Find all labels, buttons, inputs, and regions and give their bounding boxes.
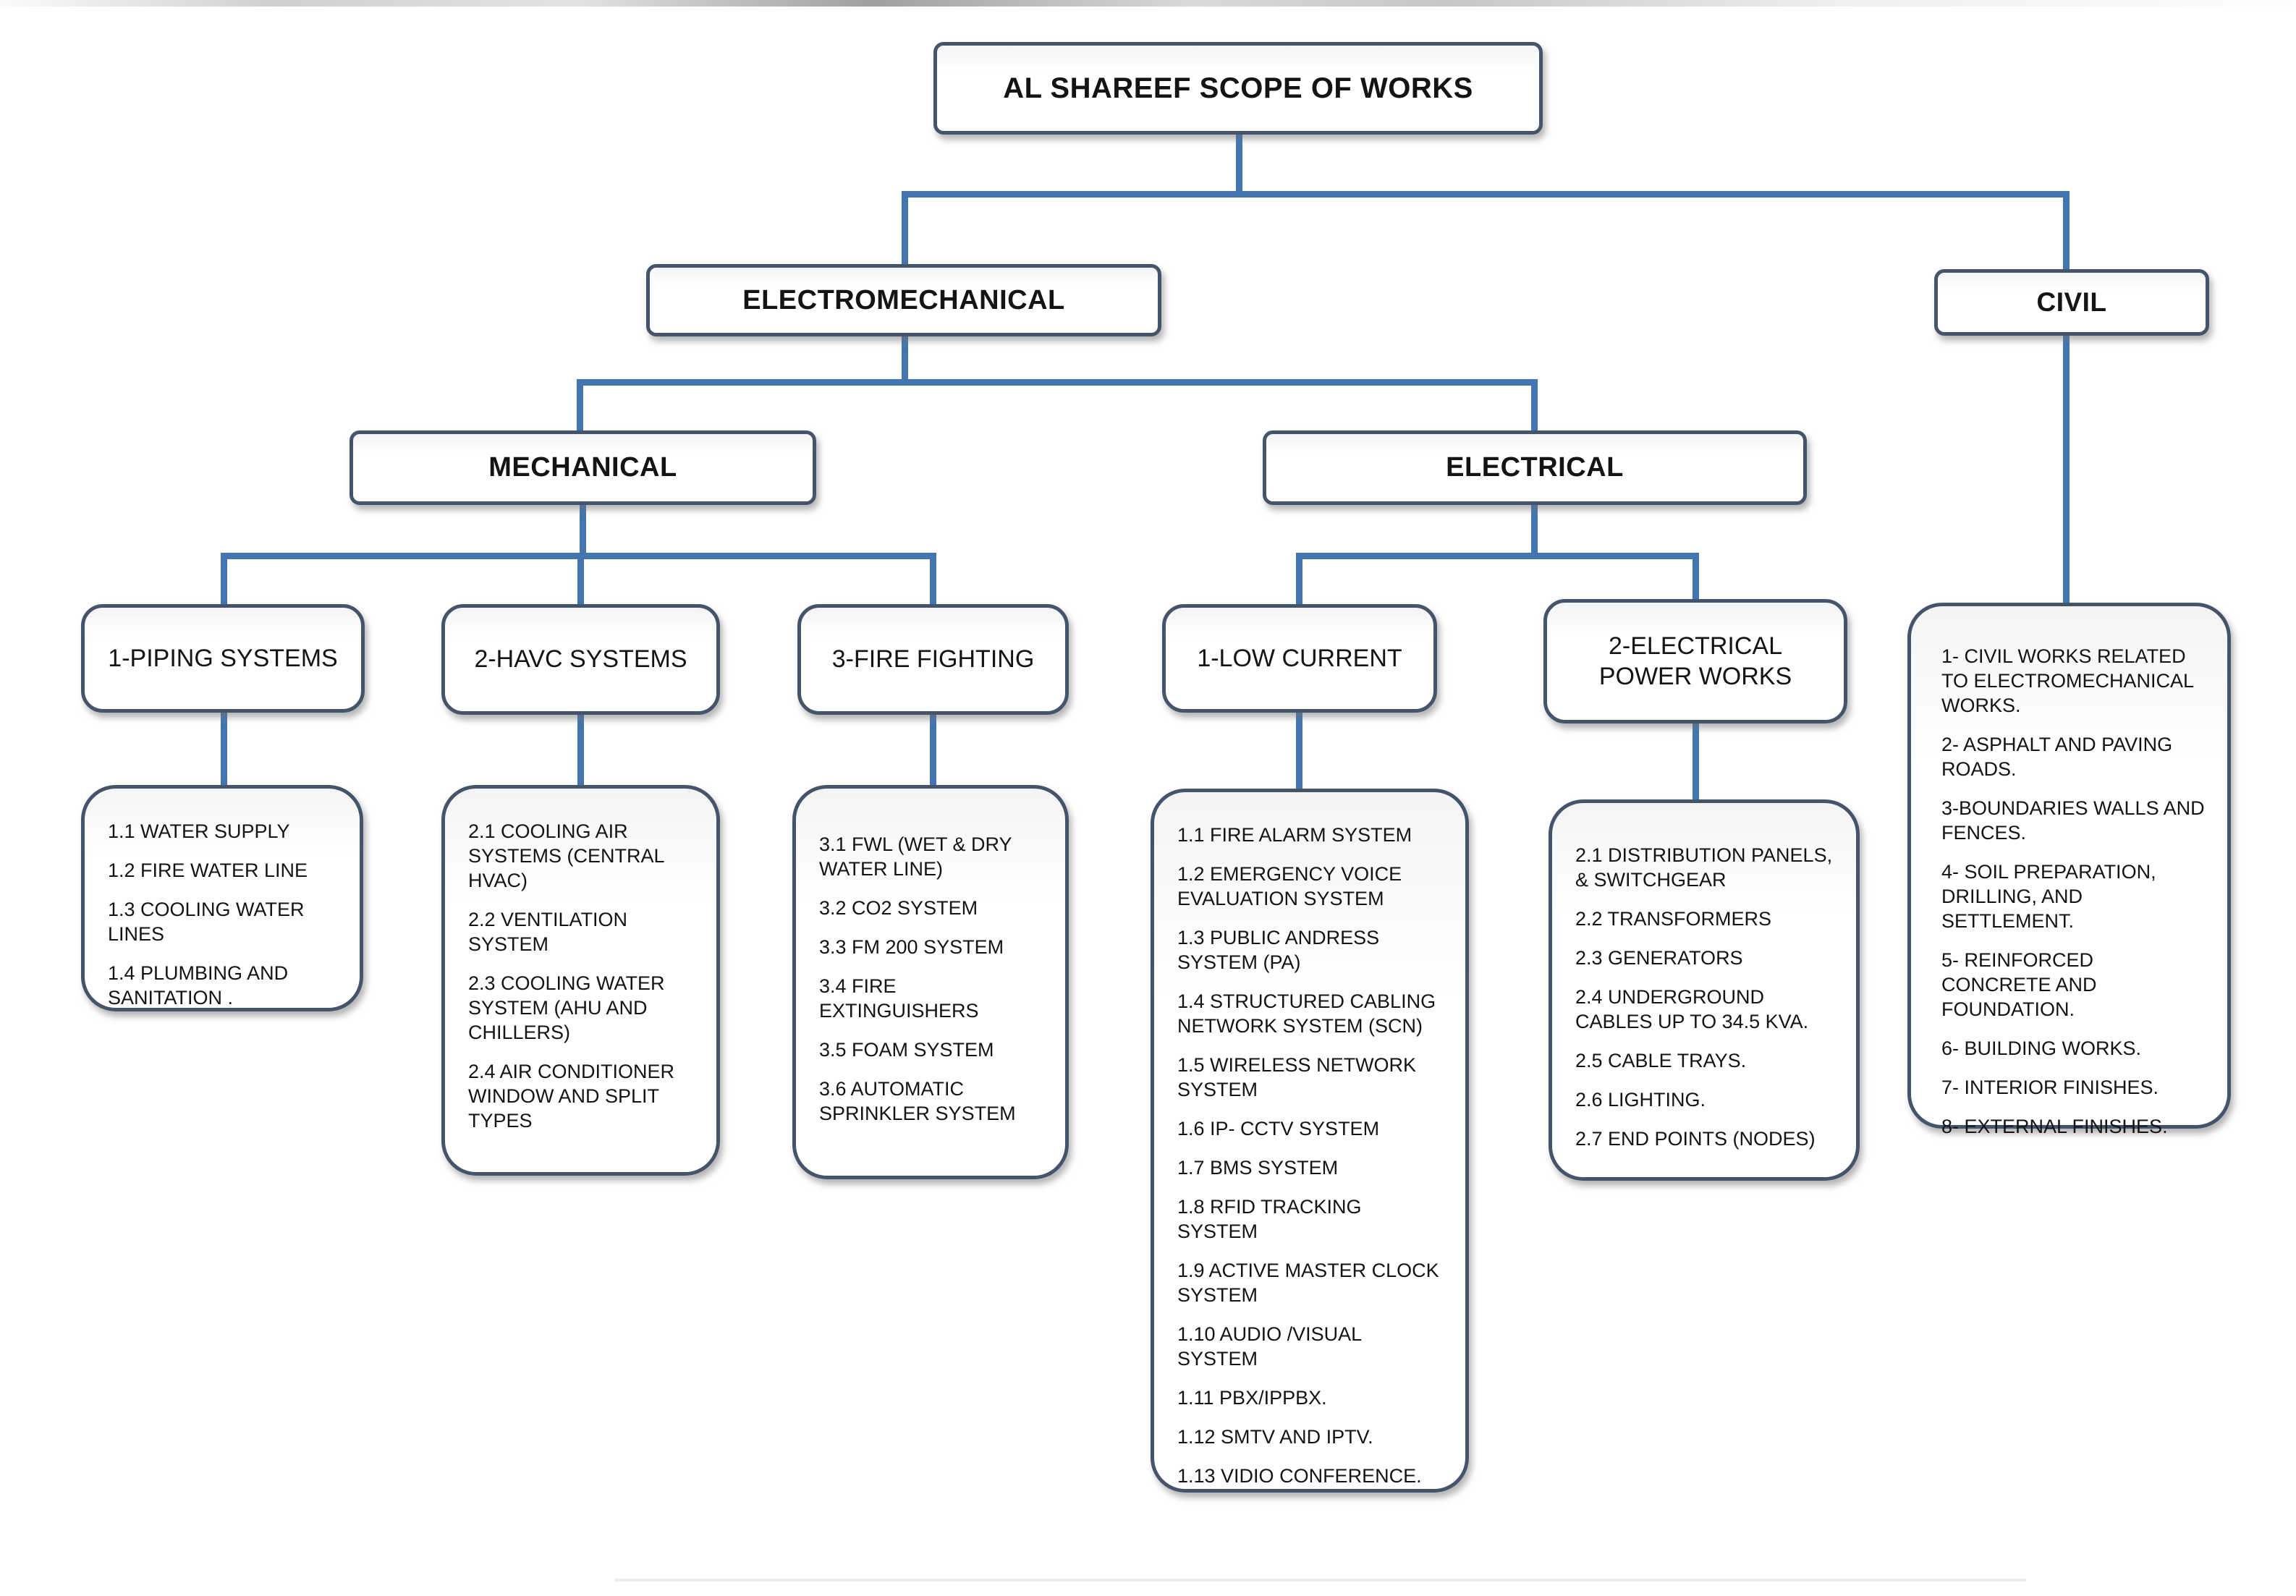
mechanical-label: MECHANICAL bbox=[488, 452, 677, 483]
group-box-electrical-power-works bbox=[1543, 599, 1847, 723]
connector-piping-up bbox=[221, 553, 227, 607]
list-box-fire-items bbox=[792, 785, 1069, 1179]
connector-electricalpower-list bbox=[1693, 721, 1699, 802]
group-box-havc-systems bbox=[441, 604, 720, 715]
connector-electromechanical-down bbox=[902, 334, 908, 383]
root-label: AL SHAREEF SCOPE OF WORKS bbox=[1003, 72, 1473, 104]
list-item: 2.5 CABLE TRAYS. bbox=[1575, 1050, 1747, 1072]
list-item: 3.6 AUTOMATIC SPRINKLER SYSTEM bbox=[819, 1078, 1016, 1125]
list-item: 1.8 RFID TRACKING SYSTEM bbox=[1177, 1196, 1362, 1243]
group-box-low-current bbox=[1162, 604, 1437, 713]
connector-lowcurrent-list bbox=[1296, 710, 1302, 791]
list-item: 1.4 PLUMBING AND SANITATION . bbox=[108, 962, 289, 1009]
branch-box-mechanical bbox=[350, 430, 816, 505]
scan-artifact-bottom bbox=[615, 1579, 2026, 1582]
list-item: 5- REINFORCED CONCRETE AND FOUNDATION. bbox=[1941, 949, 2097, 1021]
list-item: 3.3 FM 200 SYSTEM bbox=[819, 936, 1004, 959]
list-box-electrical-power-items bbox=[1549, 799, 1860, 1181]
list-item: 2.2 VENTILATION SYSTEM bbox=[468, 909, 628, 956]
list-item: 3.2 CO2 SYSTEM bbox=[819, 897, 978, 920]
list-item: 1.4 STRUCTURED CABLING NETWORK SYSTEM (SCN) bbox=[1177, 990, 1436, 1037]
branch-box-electromechanical bbox=[646, 264, 1161, 336]
list-item: 2.3 COOLING WATER SYSTEM (AHU AND CHILLERS) bbox=[468, 972, 665, 1044]
connector-mechanical-up bbox=[577, 379, 583, 433]
list-item: 2.4 UNDERGROUND CABLES UP TO 34.5 KVA. bbox=[1575, 986, 1809, 1033]
list-item: 2.3 GENERATORS bbox=[1575, 947, 1743, 969]
list-item: 2.2 TRANSFORMERS bbox=[1575, 908, 1772, 930]
list-item: 1.3 PUBLIC ANDRESS SYSTEM (PA) bbox=[1177, 927, 1380, 974]
connector-electrical-up bbox=[1531, 379, 1538, 433]
list-item: 1.1 WATER SUPPLY bbox=[108, 820, 290, 842]
list-item: 7- INTERIOR FINISHES. bbox=[1941, 1077, 2159, 1099]
list-box-civil-items bbox=[1907, 603, 2231, 1138]
list-box-havc-items bbox=[441, 785, 720, 1176]
connector-electrical-down bbox=[1531, 502, 1538, 556]
list-item: 1.1 FIRE ALARM SYSTEM bbox=[1177, 824, 1412, 846]
list-item: 6- BUILDING WORKS. bbox=[1941, 1037, 2142, 1060]
list-item: 1.6 IP- CCTV SYSTEM bbox=[1177, 1118, 1380, 1140]
connector-electricalpower-up bbox=[1693, 553, 1699, 603]
branch-box-electrical bbox=[1263, 430, 1807, 505]
connector-piping-list bbox=[221, 710, 227, 788]
connector-havc-up bbox=[577, 553, 584, 607]
connector-title-down bbox=[1236, 133, 1242, 197]
list-item: 1.9 ACTIVE MASTER CLOCK SYSTEM bbox=[1177, 1260, 1439, 1307]
list-item: 1.10 AUDIO /VISUAL SYSTEM bbox=[1177, 1323, 1362, 1370]
list-item: 1.2 FIRE WATER LINE bbox=[108, 859, 308, 882]
list-item: 8- EXTERNAL FINISHES. bbox=[1941, 1116, 2168, 1138]
list-item: 1.3 COOLING WATER LINES bbox=[108, 899, 305, 946]
list-item: 1.7 BMS SYSTEM bbox=[1177, 1157, 1339, 1179]
list-item: 1.12 SMTV AND IPTV. bbox=[1177, 1426, 1373, 1448]
connector-electrical-split bbox=[1296, 553, 1699, 559]
connector-civil-up bbox=[2063, 191, 2070, 272]
list-item: 3.4 FIRE EXTINGUISHERS bbox=[819, 975, 979, 1022]
connector-level1-horizontal bbox=[902, 191, 2070, 198]
list-item: 2.1 COOLING AIR SYSTEMS (CENTRAL HVAC) bbox=[468, 820, 664, 892]
connector-civil-list bbox=[2063, 331, 2070, 606]
piping-label: 1-PIPING SYSTEMS bbox=[108, 644, 338, 672]
list-item: 2- ASPHALT AND PAVING ROADS. bbox=[1941, 734, 2173, 781]
list-item: 2.6 LIGHTING. bbox=[1575, 1089, 1706, 1111]
list-item: 3.5 FOAM SYSTEM bbox=[819, 1039, 994, 1061]
list-item: 1.5 WIRELESS NETWORK SYSTEM bbox=[1177, 1054, 1417, 1101]
list-item: 2.1 DISTRIBUTION PANELS, & SWITCHGEAR bbox=[1575, 844, 1833, 891]
connector-fire-up bbox=[930, 553, 936, 607]
list-item: 1.13 VIDIO CONFERENCE. bbox=[1177, 1465, 1422, 1487]
list-box-piping-items bbox=[81, 785, 363, 1011]
group-box-piping-systems bbox=[81, 604, 365, 713]
civil-label: CIVIL bbox=[2036, 287, 2107, 317]
electrical-label: ELECTRICAL bbox=[1446, 452, 1624, 483]
fire-label: 3-FIRE FIGHTING bbox=[831, 645, 1035, 674]
list-item: 1.2 EMERGENCY VOICE EVALUATION SYSTEM bbox=[1177, 863, 1402, 910]
connector-lowcurrent-up bbox=[1296, 553, 1302, 607]
connector-level2-horizontal bbox=[577, 379, 1538, 386]
electrical-power-label: 2-ELECTRICAL POWER WORKS bbox=[1598, 632, 1792, 690]
root-box-scope-of-works bbox=[933, 42, 1543, 135]
low-current-label: 1-LOW CURRENT bbox=[1197, 644, 1402, 672]
electromechanical-label: ELECTROMECHANICAL bbox=[742, 284, 1065, 315]
list-box-low-current-items bbox=[1151, 789, 1469, 1493]
branch-box-civil bbox=[1934, 269, 2209, 336]
list-item: 2.7 END POINTS (NODES) bbox=[1575, 1128, 1816, 1150]
connector-mechanical-down bbox=[580, 502, 586, 556]
list-item: 4- SOIL PREPARATION, DRILLING, AND SETTLEMENT. bbox=[1941, 861, 2156, 933]
list-item: 2.4 AIR CONDITIONER WINDOW AND SPLIT TYPES bbox=[468, 1061, 675, 1132]
havc-label: 2-HAVC SYSTEMS bbox=[474, 645, 687, 674]
connector-havc-list bbox=[577, 712, 584, 788]
list-item: 1.11 PBX/IPPBX. bbox=[1177, 1387, 1327, 1409]
list-item: 3.1 FWL (WET & DRY WATER LINE) bbox=[819, 833, 1012, 880]
list-item: 3-BOUNDARIES WALLS AND FENCES. bbox=[1941, 797, 2205, 844]
scan-artifact-top bbox=[0, 0, 2296, 7]
group-box-fire-fighting bbox=[797, 604, 1069, 715]
connector-fire-list bbox=[930, 712, 936, 788]
connector-electromechanical-up bbox=[902, 191, 908, 267]
list-item: 1- CIVIL WORKS RELATED TO ELECTROMECHANICAL WORKS. bbox=[1941, 645, 2194, 717]
